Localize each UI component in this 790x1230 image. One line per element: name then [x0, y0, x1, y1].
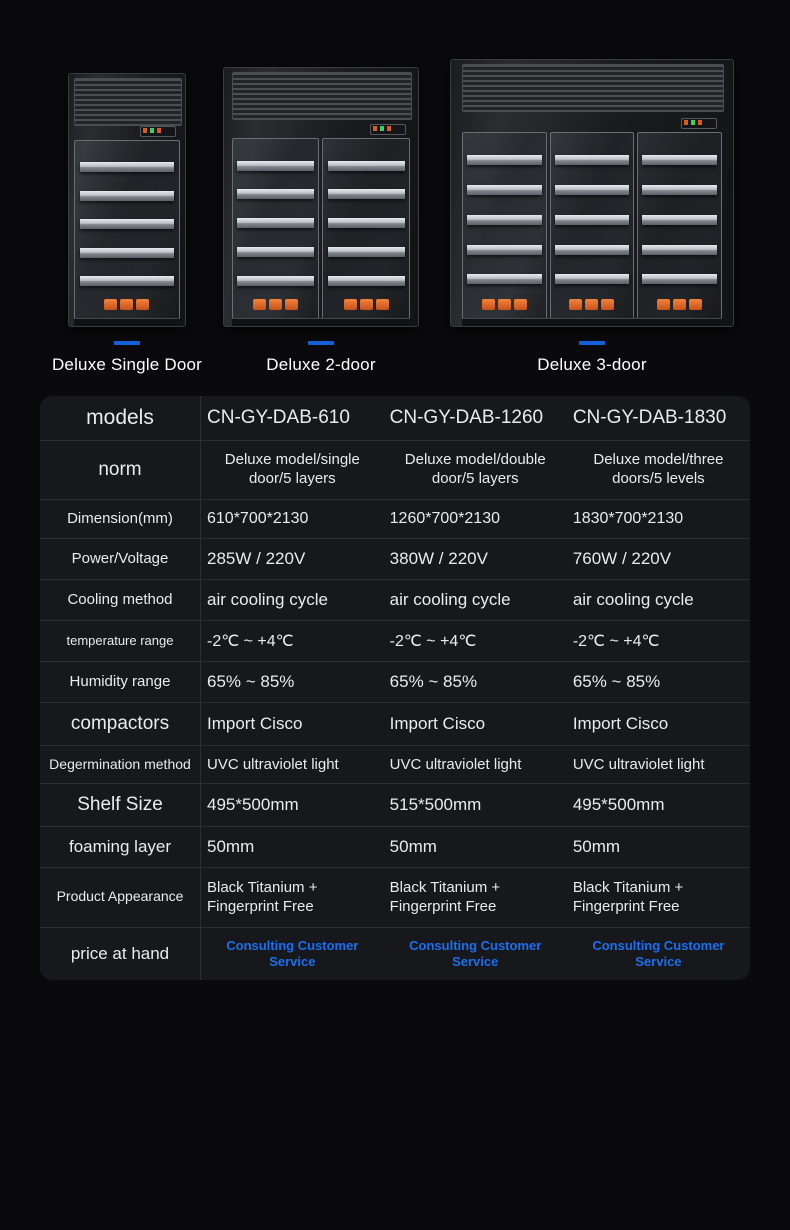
cell-value: UVC ultraviolet light — [384, 745, 567, 783]
table-row — [40, 661, 750, 702]
table-row — [40, 620, 750, 661]
product-image-two-door — [223, 67, 419, 327]
row-label: Dimension(mm) — [40, 499, 201, 538]
table-row — [40, 783, 750, 826]
consulting-customer-service-link[interactable]: Consulting Customer Service — [409, 937, 542, 969]
table-row — [40, 396, 750, 441]
accent-underline — [114, 341, 140, 345]
cell-value: UVC ultraviolet light — [201, 745, 384, 783]
cell-value: 380W / 220V — [384, 538, 567, 579]
product-two-door[interactable] — [216, 67, 426, 375]
cabinet-door — [637, 132, 721, 320]
cell-value: CN-GY-DAB-1830 — [567, 396, 750, 441]
bread-tray — [643, 299, 716, 311]
cell-value: 65% ~ 85% — [201, 661, 384, 702]
cell-value: Black Titanium + Fingerprint Free — [201, 867, 384, 927]
product-single-door[interactable] — [22, 73, 232, 375]
row-label: Product Appearance — [40, 867, 201, 927]
product-image-single-door — [68, 73, 186, 327]
consulting-customer-service-link[interactable]: Consulting Customer Service — [592, 937, 725, 969]
cell-value: Import Cisco — [201, 702, 384, 745]
product-image-three-door — [450, 59, 734, 327]
cabinet-door — [322, 138, 410, 320]
cabinet-door — [550, 132, 634, 320]
cell-value: 1830*700*2130 — [567, 499, 750, 538]
cell-value: 65% ~ 85% — [567, 661, 750, 702]
consulting-customer-service-link[interactable]: Consulting Customer Service — [226, 937, 359, 969]
cell-value: Import Cisco — [567, 702, 750, 745]
cell-value: air cooling cycle — [384, 579, 567, 620]
row-label: norm — [40, 441, 201, 500]
cell-value: air cooling cycle — [201, 579, 384, 620]
cabinet-base — [232, 318, 410, 326]
cell-value: 65% ~ 85% — [384, 661, 567, 702]
row-label: Degermination method — [40, 745, 201, 783]
row-label: compactors — [40, 702, 201, 745]
cell-value: UVC ultraviolet light — [567, 745, 750, 783]
cell-value: CN-GY-DAB-1260 — [384, 396, 567, 441]
cell-value: air cooling cycle — [567, 579, 750, 620]
cell-value: Black Titanium + Fingerprint Free — [384, 867, 567, 927]
product-three-door[interactable] — [448, 59, 736, 375]
bread-tray — [81, 299, 173, 311]
specification-table — [40, 396, 750, 980]
table-row — [40, 867, 750, 927]
product-label-single-door: Deluxe Single Door — [51, 355, 203, 374]
product-label-three-door: Deluxe 3-door — [537, 355, 647, 374]
cell-value: 50mm — [201, 826, 384, 867]
table-row — [40, 441, 750, 500]
cell-value: 515*500mm — [384, 783, 567, 826]
table-row — [40, 579, 750, 620]
cell-value: 285W / 220V — [201, 538, 384, 579]
cabinet-base — [462, 318, 721, 326]
row-label: foaming layer — [40, 826, 201, 867]
cell-value: 495*500mm — [567, 783, 750, 826]
cell-value: CN-GY-DAB-610 — [201, 396, 384, 441]
cell-value: Deluxe model/double door/5 layers — [384, 441, 567, 500]
control-panel-icon — [140, 126, 176, 137]
cell-value: 50mm — [567, 826, 750, 867]
row-label: price at hand — [40, 927, 201, 980]
cell-value: 1260*700*2130 — [384, 499, 567, 538]
table-row — [40, 927, 750, 980]
table-row — [40, 826, 750, 867]
cell-value: 495*500mm — [201, 783, 384, 826]
row-label: Cooling method — [40, 579, 201, 620]
cell-value: Black Titanium + Fingerprint Free — [567, 867, 750, 927]
cell-value: Deluxe model/single door/5 layers — [201, 441, 384, 500]
cabinet-base — [74, 318, 181, 326]
cell-value: Import Cisco — [384, 702, 567, 745]
vent-grille-icon — [462, 64, 723, 112]
bread-tray — [556, 299, 629, 311]
cabinet-door — [232, 138, 320, 320]
table-row — [40, 745, 750, 783]
vent-grille-icon — [232, 72, 412, 120]
control-panel-icon — [370, 124, 406, 135]
row-label: Power/Voltage — [40, 538, 201, 579]
cabinet-door — [74, 140, 181, 320]
cell-value: -2℃ ~ +4℃ — [201, 620, 384, 661]
cell-value: -2℃ ~ +4℃ — [384, 620, 567, 661]
cell-value: 610*700*2130 — [201, 499, 384, 538]
product-showcase — [0, 0, 790, 375]
cell-value: -2℃ ~ +4℃ — [567, 620, 750, 661]
control-panel-icon — [681, 118, 717, 129]
bread-tray — [238, 299, 313, 311]
accent-underline — [579, 341, 605, 345]
cell-value: 760W / 220V — [567, 538, 750, 579]
cabinet-door — [462, 132, 546, 320]
row-label: Shelf Size — [40, 783, 201, 826]
row-label: models — [40, 396, 201, 441]
accent-underline — [308, 341, 334, 345]
table-row — [40, 499, 750, 538]
table-row — [40, 702, 750, 745]
cell-value: Deluxe model/three doors/5 levels — [567, 441, 750, 500]
bread-tray — [468, 299, 541, 311]
product-label-two-door: Deluxe 2-door — [266, 355, 376, 374]
table-row — [40, 538, 750, 579]
bread-tray — [329, 299, 404, 311]
row-label: Humidity range — [40, 661, 201, 702]
cell-value: 50mm — [384, 826, 567, 867]
vent-grille-icon — [74, 78, 183, 126]
row-label: temperature range — [40, 620, 201, 661]
